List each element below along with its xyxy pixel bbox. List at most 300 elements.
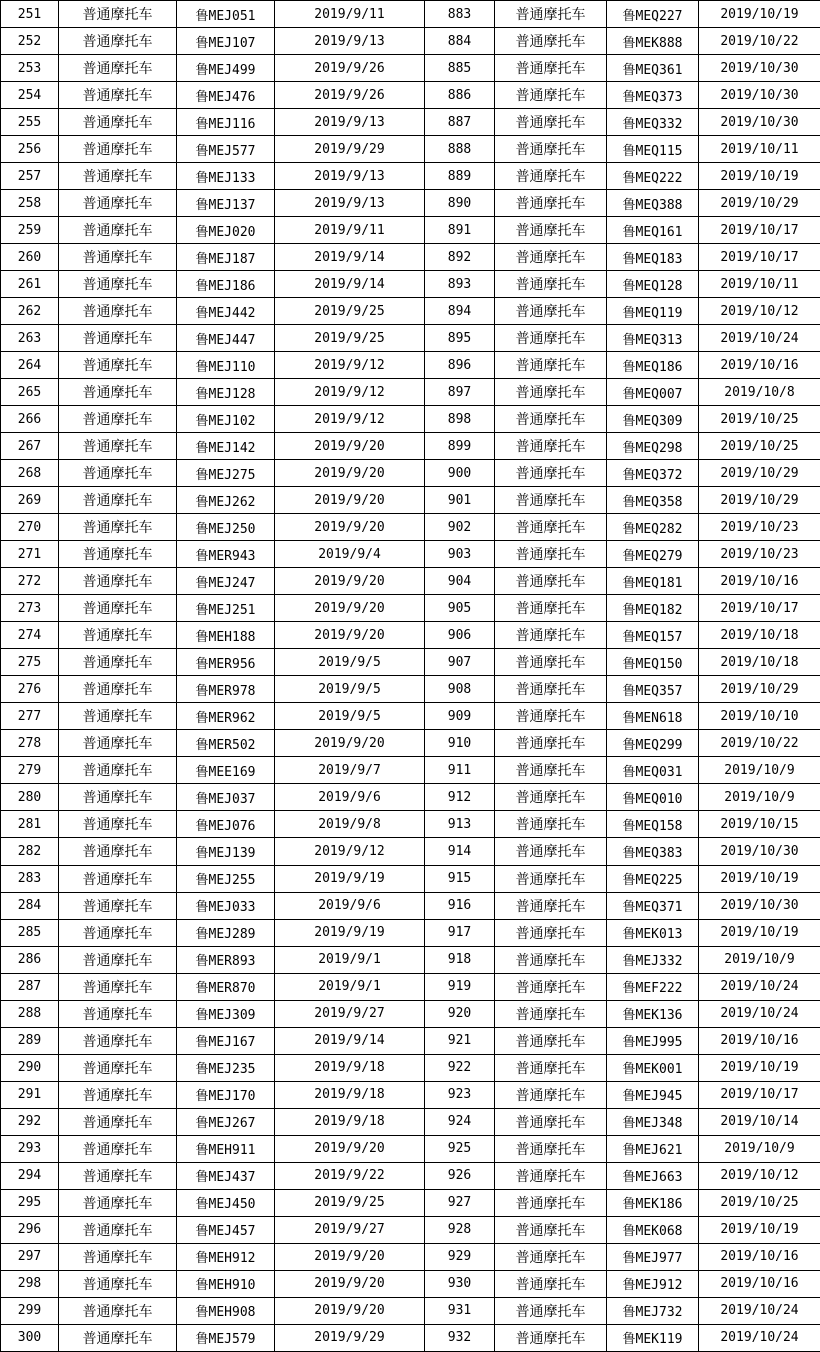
plate-number-right: 鲁MEQ181 xyxy=(607,568,699,595)
plate-number-left: 鲁MEJ076 xyxy=(177,811,275,838)
table-row xyxy=(1,568,820,595)
plate-number-right: 鲁MEQ010 xyxy=(607,784,699,811)
row-number-right: 905 xyxy=(425,595,495,622)
plate-number-left: 鲁MEJ442 xyxy=(177,298,275,325)
plate-number-left: 鲁MER956 xyxy=(177,649,275,676)
row-number-left: 275 xyxy=(1,649,59,676)
plate-number-right: 鲁MEQ031 xyxy=(607,757,699,784)
vehicle-type-left: 普通摩托车 xyxy=(59,649,177,676)
vehicle-type-right: 普通摩托车 xyxy=(495,1135,607,1162)
plate-number-left: 鲁MER870 xyxy=(177,973,275,1000)
row-number-right: 919 xyxy=(425,973,495,1000)
table-row xyxy=(1,244,820,271)
row-number-right: 932 xyxy=(425,1324,495,1351)
date-right: 2019/10/19 xyxy=(699,865,820,892)
vehicle-type-right: 普通摩托车 xyxy=(495,136,607,163)
vehicle-type-right: 普通摩托车 xyxy=(495,271,607,298)
table-row xyxy=(1,109,820,136)
table-row xyxy=(1,487,820,514)
table-row xyxy=(1,352,820,379)
date-right: 2019/10/25 xyxy=(699,1189,820,1216)
row-number-right: 920 xyxy=(425,1000,495,1027)
row-number-right: 900 xyxy=(425,460,495,487)
date-right: 2019/10/16 xyxy=(699,1270,820,1297)
row-number-left: 267 xyxy=(1,433,59,460)
row-number-left: 263 xyxy=(1,325,59,352)
row-number-left: 264 xyxy=(1,352,59,379)
plate-number-left: 鲁MEJ476 xyxy=(177,82,275,109)
date-right: 2019/10/17 xyxy=(699,1081,820,1108)
row-number-right: 893 xyxy=(425,271,495,298)
plate-number-left: 鲁MEJ137 xyxy=(177,190,275,217)
date-right: 2019/10/19 xyxy=(699,1054,820,1081)
row-number-left: 270 xyxy=(1,514,59,541)
date-left: 2019/9/1 xyxy=(275,973,425,1000)
plate-number-right: 鲁MEQ358 xyxy=(607,487,699,514)
table-row xyxy=(1,892,820,919)
row-number-left: 285 xyxy=(1,919,59,946)
plate-number-right: 鲁MEQ115 xyxy=(607,136,699,163)
plate-number-left: 鲁MEJ437 xyxy=(177,1162,275,1189)
row-number-left: 282 xyxy=(1,838,59,865)
row-number-left: 255 xyxy=(1,109,59,136)
plate-number-left: 鲁MER502 xyxy=(177,730,275,757)
date-right: 2019/10/16 xyxy=(699,352,820,379)
row-number-right: 886 xyxy=(425,82,495,109)
vehicle-type-right: 普通摩托车 xyxy=(495,1027,607,1054)
date-left: 2019/9/13 xyxy=(275,28,425,55)
date-left: 2019/9/20 xyxy=(275,487,425,514)
vehicle-type-left: 普通摩托车 xyxy=(59,190,177,217)
table-row xyxy=(1,82,820,109)
table-row xyxy=(1,595,820,622)
table-row xyxy=(1,784,820,811)
date-left: 2019/9/20 xyxy=(275,622,425,649)
table-row xyxy=(1,1108,820,1135)
plate-number-right: 鲁MEJ945 xyxy=(607,1081,699,1108)
date-right: 2019/10/24 xyxy=(699,1324,820,1351)
row-number-left: 277 xyxy=(1,703,59,730)
date-right: 2019/10/23 xyxy=(699,541,820,568)
vehicle-type-left: 普通摩托车 xyxy=(59,784,177,811)
vehicle-type-right: 普通摩托车 xyxy=(495,676,607,703)
table-row xyxy=(1,1,820,28)
table-row xyxy=(1,622,820,649)
row-number-right: 909 xyxy=(425,703,495,730)
vehicle-type-left: 普通摩托车 xyxy=(59,136,177,163)
row-number-left: 295 xyxy=(1,1189,59,1216)
date-right: 2019/10/22 xyxy=(699,730,820,757)
table-row xyxy=(1,1270,820,1297)
date-right: 2019/10/19 xyxy=(699,1216,820,1243)
vehicle-type-right: 普通摩托车 xyxy=(495,865,607,892)
plate-number-left: 鲁MEJ251 xyxy=(177,595,275,622)
table-row xyxy=(1,271,820,298)
table-row xyxy=(1,55,820,82)
row-number-left: 290 xyxy=(1,1054,59,1081)
row-number-right: 901 xyxy=(425,487,495,514)
vehicle-type-right: 普通摩托车 xyxy=(495,622,607,649)
table-row xyxy=(1,1297,820,1324)
vehicle-type-left: 普通摩托车 xyxy=(59,1135,177,1162)
plate-number-left: 鲁MEJ110 xyxy=(177,352,275,379)
vehicle-type-right: 普通摩托车 xyxy=(495,919,607,946)
row-number-right: 884 xyxy=(425,28,495,55)
vehicle-type-left: 普通摩托车 xyxy=(59,1081,177,1108)
row-number-left: 294 xyxy=(1,1162,59,1189)
row-number-left: 260 xyxy=(1,244,59,271)
row-number-right: 890 xyxy=(425,190,495,217)
date-left: 2019/9/14 xyxy=(275,271,425,298)
vehicle-type-left: 普通摩托车 xyxy=(59,82,177,109)
row-number-right: 915 xyxy=(425,865,495,892)
vehicle-type-right: 普通摩托车 xyxy=(495,1297,607,1324)
row-number-left: 273 xyxy=(1,595,59,622)
row-number-right: 892 xyxy=(425,244,495,271)
date-left: 2019/9/1 xyxy=(275,946,425,973)
row-number-left: 289 xyxy=(1,1027,59,1054)
table-row xyxy=(1,163,820,190)
plate-number-left: 鲁MEJ309 xyxy=(177,1000,275,1027)
row-number-left: 300 xyxy=(1,1324,59,1351)
plate-number-left: 鲁MEJ020 xyxy=(177,217,275,244)
row-number-right: 926 xyxy=(425,1162,495,1189)
plate-number-right: 鲁MEK888 xyxy=(607,28,699,55)
plate-number-right: 鲁MEQ309 xyxy=(607,406,699,433)
row-number-right: 889 xyxy=(425,163,495,190)
row-number-right: 894 xyxy=(425,298,495,325)
row-number-right: 910 xyxy=(425,730,495,757)
date-right: 2019/10/19 xyxy=(699,1,820,28)
table-row xyxy=(1,676,820,703)
table-row xyxy=(1,190,820,217)
date-right: 2019/10/10 xyxy=(699,703,820,730)
vehicle-type-right: 普通摩托车 xyxy=(495,1108,607,1135)
row-number-left: 268 xyxy=(1,460,59,487)
vehicle-type-left: 普通摩托车 xyxy=(59,919,177,946)
table-row xyxy=(1,730,820,757)
plate-number-right: 鲁MEQ161 xyxy=(607,217,699,244)
table-row xyxy=(1,1081,820,1108)
row-number-left: 281 xyxy=(1,811,59,838)
date-left: 2019/9/19 xyxy=(275,919,425,946)
date-right: 2019/10/9 xyxy=(699,946,820,973)
date-left: 2019/9/14 xyxy=(275,1027,425,1054)
table-row xyxy=(1,1324,820,1351)
plate-number-right: 鲁MEQ007 xyxy=(607,379,699,406)
date-left: 2019/9/12 xyxy=(275,352,425,379)
table-row xyxy=(1,703,820,730)
row-number-left: 257 xyxy=(1,163,59,190)
vehicle-type-left: 普通摩托车 xyxy=(59,730,177,757)
vehicle-type-left: 普通摩托车 xyxy=(59,1243,177,1270)
row-number-left: 278 xyxy=(1,730,59,757)
plate-number-right: 鲁MEQ186 xyxy=(607,352,699,379)
table-row xyxy=(1,217,820,244)
date-right: 2019/10/17 xyxy=(699,595,820,622)
row-number-left: 284 xyxy=(1,892,59,919)
vehicle-type-right: 普通摩托车 xyxy=(495,649,607,676)
vehicle-type-right: 普通摩托车 xyxy=(495,811,607,838)
vehicle-type-left: 普通摩托车 xyxy=(59,865,177,892)
table-row xyxy=(1,1054,820,1081)
row-number-left: 299 xyxy=(1,1297,59,1324)
row-number-left: 256 xyxy=(1,136,59,163)
plate-number-right: 鲁MEQ158 xyxy=(607,811,699,838)
vehicle-type-left: 普通摩托车 xyxy=(59,163,177,190)
table-row xyxy=(1,298,820,325)
row-number-left: 251 xyxy=(1,1,59,28)
vehicle-type-left: 普通摩托车 xyxy=(59,352,177,379)
date-left: 2019/9/29 xyxy=(275,1324,425,1351)
row-number-left: 276 xyxy=(1,676,59,703)
table-row xyxy=(1,946,820,973)
vehicle-type-left: 普通摩托车 xyxy=(59,109,177,136)
table-row xyxy=(1,973,820,1000)
vehicle-type-right: 普通摩托车 xyxy=(495,298,607,325)
date-left: 2019/9/18 xyxy=(275,1054,425,1081)
date-left: 2019/9/20 xyxy=(275,433,425,460)
date-left: 2019/9/13 xyxy=(275,163,425,190)
vehicle-type-left: 普通摩托车 xyxy=(59,514,177,541)
vehicle-type-right: 普通摩托车 xyxy=(495,1,607,28)
vehicle-type-right: 普通摩托车 xyxy=(495,163,607,190)
date-right: 2019/10/9 xyxy=(699,757,820,784)
row-number-right: 887 xyxy=(425,109,495,136)
plate-number-right: 鲁MEQ225 xyxy=(607,865,699,892)
plate-number-left: 鲁MEJ250 xyxy=(177,514,275,541)
plate-number-right: 鲁MEJ348 xyxy=(607,1108,699,1135)
plate-number-left: 鲁MEJ235 xyxy=(177,1054,275,1081)
date-right: 2019/10/30 xyxy=(699,838,820,865)
plate-number-right: 鲁MEQ298 xyxy=(607,433,699,460)
table-row xyxy=(1,649,820,676)
plate-number-left: 鲁MER962 xyxy=(177,703,275,730)
date-left: 2019/9/6 xyxy=(275,892,425,919)
table-row xyxy=(1,1000,820,1027)
date-right: 2019/10/19 xyxy=(699,163,820,190)
row-number-right: 895 xyxy=(425,325,495,352)
table-row xyxy=(1,1135,820,1162)
date-right: 2019/10/18 xyxy=(699,622,820,649)
plate-number-left: 鲁MEJ289 xyxy=(177,919,275,946)
date-right: 2019/10/11 xyxy=(699,271,820,298)
row-number-left: 271 xyxy=(1,541,59,568)
date-right: 2019/10/24 xyxy=(699,1297,820,1324)
vehicle-type-right: 普通摩托车 xyxy=(495,433,607,460)
vehicle-type-right: 普通摩托车 xyxy=(495,1000,607,1027)
date-left: 2019/9/12 xyxy=(275,379,425,406)
plate-number-right: 鲁MEQ157 xyxy=(607,622,699,649)
row-number-left: 286 xyxy=(1,946,59,973)
date-left: 2019/9/26 xyxy=(275,82,425,109)
date-left: 2019/9/5 xyxy=(275,703,425,730)
table-row xyxy=(1,325,820,352)
vehicle-type-right: 普通摩托车 xyxy=(495,28,607,55)
date-left: 2019/9/20 xyxy=(275,1270,425,1297)
plate-number-right: 鲁MEJ663 xyxy=(607,1162,699,1189)
plate-number-right: 鲁MEQ383 xyxy=(607,838,699,865)
plate-number-left: 鲁MEE169 xyxy=(177,757,275,784)
row-number-right: 896 xyxy=(425,352,495,379)
plate-number-left: 鲁MEJ255 xyxy=(177,865,275,892)
vehicle-type-right: 普通摩托车 xyxy=(495,784,607,811)
plate-number-left: 鲁MEH911 xyxy=(177,1135,275,1162)
plate-number-left: 鲁MEJ037 xyxy=(177,784,275,811)
row-number-right: 930 xyxy=(425,1270,495,1297)
table-row xyxy=(1,838,820,865)
date-right: 2019/10/22 xyxy=(699,28,820,55)
plate-number-right: 鲁MEJ912 xyxy=(607,1270,699,1297)
date-left: 2019/9/26 xyxy=(275,55,425,82)
date-left: 2019/9/18 xyxy=(275,1081,425,1108)
plate-number-right: 鲁MEQ332 xyxy=(607,109,699,136)
plate-number-right: 鲁MEQ227 xyxy=(607,1,699,28)
row-number-right: 897 xyxy=(425,379,495,406)
vehicle-type-right: 普通摩托车 xyxy=(495,730,607,757)
date-right: 2019/10/16 xyxy=(699,1243,820,1270)
row-number-right: 922 xyxy=(425,1054,495,1081)
vehicle-type-left: 普通摩托车 xyxy=(59,28,177,55)
plate-number-left: 鲁MEJ139 xyxy=(177,838,275,865)
date-right: 2019/10/16 xyxy=(699,568,820,595)
vehicle-type-left: 普通摩托车 xyxy=(59,1189,177,1216)
table-row xyxy=(1,811,820,838)
plate-number-left: 鲁MEH912 xyxy=(177,1243,275,1270)
date-right: 2019/10/25 xyxy=(699,406,820,433)
table-row xyxy=(1,406,820,433)
plate-number-left: 鲁MEH908 xyxy=(177,1297,275,1324)
vehicle-type-left: 普通摩托车 xyxy=(59,946,177,973)
vehicle-type-left: 普通摩托车 xyxy=(59,271,177,298)
plate-number-left: 鲁MEJ051 xyxy=(177,1,275,28)
vehicle-type-left: 普通摩托车 xyxy=(59,1054,177,1081)
row-number-right: 899 xyxy=(425,433,495,460)
plate-number-right: 鲁MEQ150 xyxy=(607,649,699,676)
plate-number-right: 鲁MEQ279 xyxy=(607,541,699,568)
vehicle-type-right: 普通摩托车 xyxy=(495,406,607,433)
date-right: 2019/10/30 xyxy=(699,892,820,919)
plate-number-left: 鲁MEJ186 xyxy=(177,271,275,298)
vehicle-type-left: 普通摩托车 xyxy=(59,487,177,514)
vehicle-type-left: 普通摩托车 xyxy=(59,1162,177,1189)
vehicle-type-left: 普通摩托车 xyxy=(59,1216,177,1243)
plate-number-right: 鲁MEJ732 xyxy=(607,1297,699,1324)
vehicle-type-right: 普通摩托车 xyxy=(495,973,607,1000)
vehicle-type-left: 普通摩托车 xyxy=(59,55,177,82)
row-number-right: 929 xyxy=(425,1243,495,1270)
date-left: 2019/9/25 xyxy=(275,1189,425,1216)
row-number-right: 902 xyxy=(425,514,495,541)
plate-number-right: 鲁MEJ995 xyxy=(607,1027,699,1054)
date-left: 2019/9/5 xyxy=(275,676,425,703)
date-right: 2019/10/29 xyxy=(699,190,820,217)
vehicle-type-left: 普通摩托车 xyxy=(59,433,177,460)
row-number-right: 908 xyxy=(425,676,495,703)
vehicle-type-right: 普通摩托车 xyxy=(495,1216,607,1243)
date-left: 2019/9/27 xyxy=(275,1216,425,1243)
plate-number-right: 鲁MEK001 xyxy=(607,1054,699,1081)
row-number-right: 903 xyxy=(425,541,495,568)
row-number-right: 928 xyxy=(425,1216,495,1243)
date-right: 2019/10/24 xyxy=(699,973,820,1000)
row-number-right: 923 xyxy=(425,1081,495,1108)
row-number-left: 253 xyxy=(1,55,59,82)
row-number-left: 259 xyxy=(1,217,59,244)
date-left: 2019/9/20 xyxy=(275,1243,425,1270)
plate-number-left: 鲁MEJ187 xyxy=(177,244,275,271)
row-number-left: 296 xyxy=(1,1216,59,1243)
row-number-left: 287 xyxy=(1,973,59,1000)
vehicle-type-left: 普通摩托车 xyxy=(59,379,177,406)
vehicle-type-right: 普通摩托车 xyxy=(495,595,607,622)
row-number-left: 298 xyxy=(1,1270,59,1297)
table-row xyxy=(1,1027,820,1054)
plate-number-right: 鲁MEK186 xyxy=(607,1189,699,1216)
row-number-left: 272 xyxy=(1,568,59,595)
row-number-left: 252 xyxy=(1,28,59,55)
vehicle-type-right: 普通摩托车 xyxy=(495,460,607,487)
plate-number-left: 鲁MEJ107 xyxy=(177,28,275,55)
plate-number-left: 鲁MEH910 xyxy=(177,1270,275,1297)
row-number-right: 911 xyxy=(425,757,495,784)
vehicle-type-right: 普通摩托车 xyxy=(495,1243,607,1270)
plate-number-right: 鲁MEK013 xyxy=(607,919,699,946)
vehicle-type-right: 普通摩托车 xyxy=(495,109,607,136)
date-left: 2019/9/20 xyxy=(275,460,425,487)
date-left: 2019/9/8 xyxy=(275,811,425,838)
vehicle-type-left: 普通摩托车 xyxy=(59,757,177,784)
date-left: 2019/9/4 xyxy=(275,541,425,568)
date-right: 2019/10/8 xyxy=(699,379,820,406)
vehicle-type-right: 普通摩托车 xyxy=(495,325,607,352)
plate-number-right: 鲁MEQ182 xyxy=(607,595,699,622)
plate-number-right: 鲁MEQ183 xyxy=(607,244,699,271)
date-right: 2019/10/16 xyxy=(699,1027,820,1054)
plate-number-left: 鲁MEJ499 xyxy=(177,55,275,82)
row-number-left: 280 xyxy=(1,784,59,811)
row-number-left: 283 xyxy=(1,865,59,892)
vehicle-type-left: 普通摩托车 xyxy=(59,622,177,649)
vehicle-type-right: 普通摩托车 xyxy=(495,82,607,109)
date-left: 2019/9/20 xyxy=(275,1135,425,1162)
table-row xyxy=(1,865,820,892)
date-left: 2019/9/13 xyxy=(275,190,425,217)
plate-number-right: 鲁MEJ332 xyxy=(607,946,699,973)
vehicle-type-left: 普通摩托车 xyxy=(59,325,177,352)
row-number-right: 907 xyxy=(425,649,495,676)
plate-number-right: 鲁MEQ357 xyxy=(607,676,699,703)
date-right: 2019/10/11 xyxy=(699,136,820,163)
vehicle-type-left: 普通摩托车 xyxy=(59,811,177,838)
vehicle-type-left: 普通摩托车 xyxy=(59,595,177,622)
vehicle-type-right: 普通摩托车 xyxy=(495,757,607,784)
plate-number-right: 鲁MEJ977 xyxy=(607,1243,699,1270)
row-number-left: 265 xyxy=(1,379,59,406)
vehicle-type-right: 普通摩托车 xyxy=(495,892,607,919)
plate-number-left: 鲁MEJ033 xyxy=(177,892,275,919)
row-number-left: 288 xyxy=(1,1000,59,1027)
vehicle-type-left: 普通摩托车 xyxy=(59,1108,177,1135)
row-number-right: 921 xyxy=(425,1027,495,1054)
table-row xyxy=(1,433,820,460)
plate-number-left: 鲁MEJ116 xyxy=(177,109,275,136)
row-number-left: 266 xyxy=(1,406,59,433)
vehicle-type-left: 普通摩托车 xyxy=(59,676,177,703)
vehicle-type-left: 普通摩托车 xyxy=(59,217,177,244)
row-number-right: 912 xyxy=(425,784,495,811)
vehicle-type-right: 普通摩托车 xyxy=(495,568,607,595)
